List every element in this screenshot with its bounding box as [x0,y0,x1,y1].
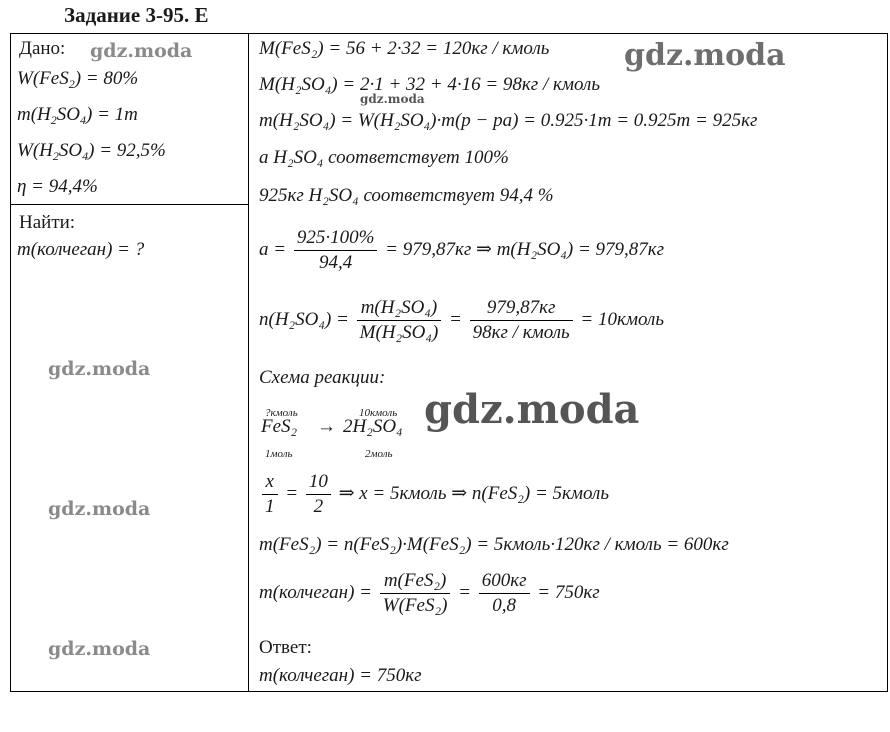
find-header: Найти: [19,212,76,233]
fraction-values: $\frac{979,87кг}{\text{98кг / кмоль}}$ [470,296,573,345]
fraction-mass-molar: $\frac{\text{m(H₂SO₄)}}{\text{M(H₂SO₄)}}$ [357,296,442,345]
fraction-x: $\frac{x}{1}$ [262,470,278,519]
given-item-1: W(FeS$_2$) = 80% [17,68,139,91]
given-item-4: η = 94,4% [17,176,98,197]
solution-line-5: 925кг H₂SO₄ соответствует 94,4 % [259,185,554,206]
watermark: gdz.moda [360,92,425,106]
solution-line-1: M(FeS₂) = 56 + 2·32 = 120кг / кмоль [259,38,550,59]
watermark: gdz.moda [90,40,193,62]
reaction-scheme-label: Схема реакции: [259,367,386,388]
watermark: gdz.moda [424,386,640,433]
given-item-3: $W(H_2SO_4) = 92,5\%$ [17,140,166,163]
watermark: gdz.moda [48,498,151,520]
answer-label: Ответ: [259,637,312,658]
solution-line-6: а = $\frac{925\cdot 100\%}{94,4}$ = 979,87кг ⇒ m(H₂SO₄) = 979,87кг [259,227,665,273]
solution-line-4: а H₂SO₄ соответствует 100% [259,147,509,168]
watermark: gdz.moda [48,638,151,660]
column-divider [248,34,249,691]
fraction-mass-fraction: $\frac{\text{m(FeS₂)}}{\text{W(FeS₂)}}$ [380,569,451,618]
solution-line-3: m(H₂SO₄) = W(H₂SO₄)·m(р − ра) = 0.925·1т = 0.925т = 925кг [259,110,758,131]
fraction-percent: $\frac{925\cdot 100\%}{94,4}$ [294,226,378,275]
reaction-equation: ?кмоль 10кмоль FeS₂ → 2H₂SO₄ 1моль 2моль [261,407,403,460]
watermark: gdz.moda [624,38,786,73]
task-title: Задание 3-95. Е [64,3,209,27]
answer-value: m(колчеган) = 750кг [259,665,422,686]
solution-line-11: m(колчеган) = $\frac{\text{m(FeS₂)}}{\text{W(FeS₂)}}$ = $\frac{600кг}{0,8}$ = 750кг [259,570,600,616]
fraction-ratio: $\frac{10}{2}$ [306,470,331,519]
solution-line-2: M(H₂SO₄) = 2·1 + 32 + 4·16 = 98кг / кмоль [259,74,600,95]
watermark: gdz.moda [48,358,151,380]
given-item-2: $m(H_2SO_4) = 1т$ [17,104,138,127]
given-header: Дано: [19,38,66,59]
fraction-result: $\frac{600кг}{0,8}$ [479,569,530,618]
solution-line-7: n(H₂SO₄) = $\frac{\text{m(H₂SO₄)}}{\text{M(H₂SO₄)}}$ = $\frac{979,87кг}{\text{98кг / кмоль}}$ = 10кмоль [259,297,664,343]
solution-line-10: m(FeS₂) = n(FeS₂)·M(FeS₂) = 5кмоль·120кг / кмоль = 600кг [259,534,729,555]
solution-line-9: $\frac{x}{1}$ = $\frac{10}{2}$ ⇒ x = 5кмоль ⇒ n(FeS₂) = 5кмоль [259,470,609,519]
find-item: m(колчеган) = ? [17,239,145,260]
given-find-divider [11,204,248,205]
